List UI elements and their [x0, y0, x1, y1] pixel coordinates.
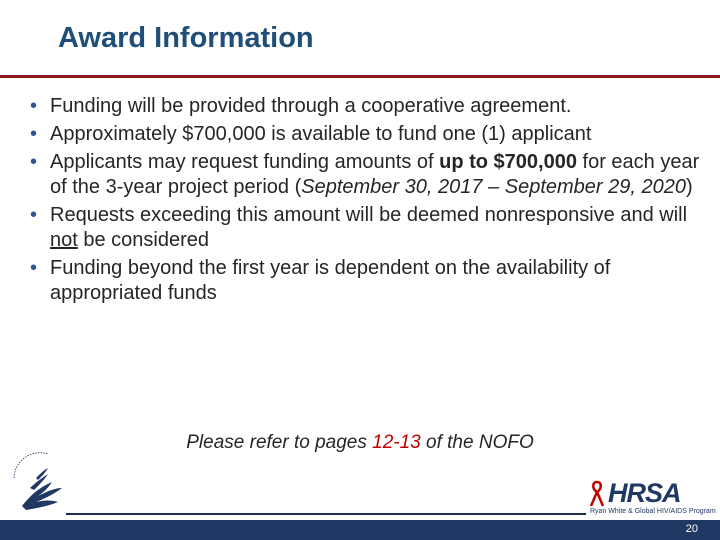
bullet-text: be considered [77, 229, 210, 251]
bullet-item [30, 203, 700, 253]
footer-bar [0, 520, 720, 540]
nofo-reference-note [0, 432, 720, 454]
bullet-text: Funding beyond the first year is dependent on the availability of appropriated funds [50, 257, 611, 304]
bullet-item [30, 256, 700, 306]
bullet-item [30, 150, 700, 200]
bullet-dot-icon: • [30, 151, 38, 173]
bullet-text: Applicants may request funding amounts of [50, 151, 440, 173]
bullet-text: ) [685, 176, 693, 198]
bullet-dot-icon: • [30, 95, 38, 117]
hrsa-wordmark: HRSA [608, 478, 681, 508]
bullet-item [30, 122, 700, 147]
bullet-dot-icon: • [30, 123, 38, 145]
bullet-text: Funding will be provided through a cooperative agreement. [50, 95, 572, 117]
bullet-text: Requests exceeding this amount will be deemed nonresponsive and will [50, 204, 688, 226]
bullet-text: up to $700,000 [439, 151, 577, 173]
note-prefix: Please refer to pages [186, 432, 373, 453]
note-suffix: of the NOFO [420, 432, 534, 453]
hrsa-tagline: Ryan White & Global HIV/AIDS Program [590, 508, 716, 515]
red-ribbon-icon [588, 480, 606, 508]
title-divider [0, 75, 720, 78]
bullet-text: Approximately $700,000 is available to fund one (1) applicant [50, 123, 592, 145]
bullet-text: not [50, 229, 78, 251]
bullet-dot-icon: • [30, 257, 38, 279]
footer-rule [66, 513, 586, 515]
bullet-text: September 30, 2017 – September 29, 2020 [301, 176, 686, 198]
note-pages: 12-13 [372, 432, 421, 453]
hhs-logo-icon [8, 448, 70, 518]
bullet-item [30, 94, 700, 119]
hrsa-logo [588, 478, 716, 518]
slide-number: 20 [685, 523, 698, 535]
bullet-dot-icon: • [30, 204, 38, 226]
bullet-list [30, 94, 700, 309]
slide-title: Award Information [58, 22, 314, 54]
bullet-text: for each year of the 3-year project period ( [50, 151, 700, 198]
